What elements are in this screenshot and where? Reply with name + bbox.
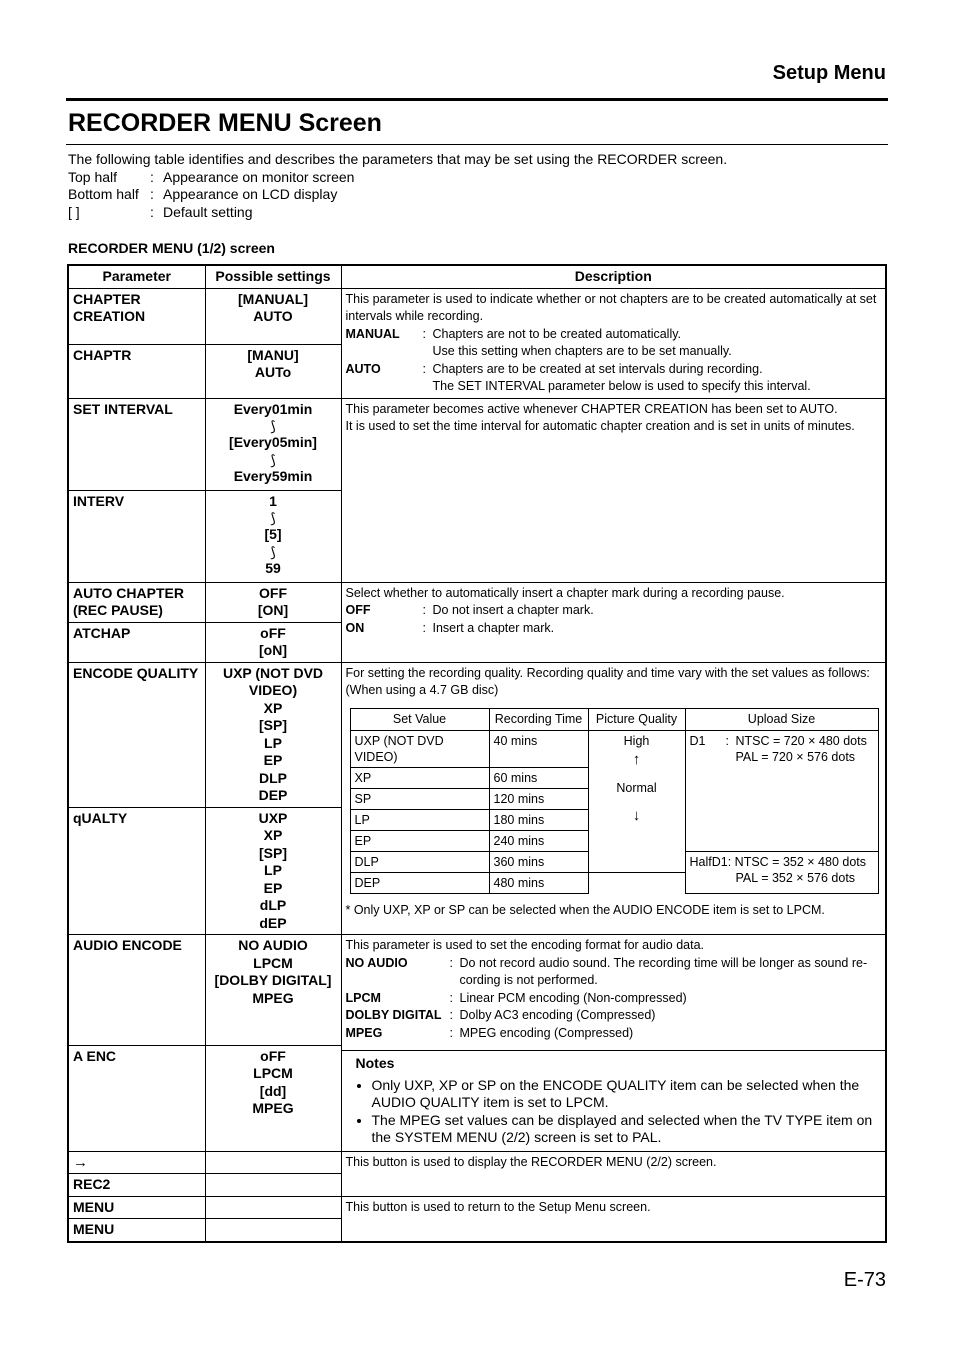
page-number: E-73 xyxy=(843,1269,886,1291)
upload-size-item: D1 : NTSC = 720 × 480 dots PAL = 720 × 576 dots xyxy=(690,733,874,765)
settings-cell xyxy=(205,490,341,582)
time-cell: 480 mins xyxy=(489,872,588,893)
definition: Do not record audio sound. The recording time will be longer as sound re-cording is not performed. xyxy=(459,955,868,987)
description-cell xyxy=(341,582,886,662)
description-cell: This button is used to display the RECORDER MENU (2/2) screen. xyxy=(341,1151,886,1196)
param-cell: MENU xyxy=(68,1219,205,1242)
quality-table xyxy=(350,708,879,894)
settings-cell xyxy=(205,582,341,622)
param-cell: AUDIO ENCODE xyxy=(68,935,205,1046)
term: NO AUDIO xyxy=(345,955,408,970)
set-value-cell: UXP (NOT DVD VIDEO) xyxy=(350,730,489,767)
param-cell: CHAPTER CREATION xyxy=(68,288,205,344)
quality-header-row xyxy=(350,708,878,730)
legend-key: [ ] xyxy=(68,203,80,220)
time-cell: 180 mins xyxy=(489,809,588,830)
definition-line: Chapters are not to be created automatically. xyxy=(432,326,682,341)
table-header-row xyxy=(68,265,886,288)
column-header: Upload Size xyxy=(685,708,878,730)
column-header: Parameter xyxy=(68,265,205,288)
description-cell xyxy=(341,935,886,1152)
setting-value: OFF xyxy=(259,584,287,601)
upload-label: HalfD1: xyxy=(689,854,732,869)
param-cell: SET INTERVAL xyxy=(68,398,205,490)
setting-value: [oN] xyxy=(259,642,287,658)
param-cell: INTERV xyxy=(68,490,205,582)
setting-value: oFF xyxy=(260,624,286,641)
term: ON xyxy=(345,620,365,635)
upload-line: NTSC = 720 × 480 dots xyxy=(735,733,867,748)
setting-value: [5] xyxy=(264,526,282,542)
setting-value: [Every05min] xyxy=(229,434,317,450)
range-symbol: ⟆ xyxy=(270,451,276,468)
setting-value: dLP xyxy=(259,897,287,913)
legend-key: Top half xyxy=(68,168,118,185)
set-value-cell: DLP xyxy=(350,851,489,872)
description-text: This parameter is used to indicate whether or not chapters are to be created automatically at set intervals while recording. xyxy=(345,291,877,323)
setting-value: DLP xyxy=(259,769,287,786)
param-cell: REC2 xyxy=(68,1174,205,1197)
settings-cell xyxy=(205,1219,341,1242)
legend-sep: : xyxy=(150,186,154,202)
definition-item: ON : Insert a chapter mark. xyxy=(346,620,882,638)
setting-value: UXP (NOT DVD VIDEO) xyxy=(222,664,324,698)
settings-cell xyxy=(205,1174,341,1197)
setting-value: [DOLBY DIGITAL] xyxy=(214,972,332,988)
arrow-down-icon: ↓ xyxy=(632,806,641,824)
param-cell: ENCODE QUALITY xyxy=(68,662,205,807)
table-row xyxy=(68,1196,886,1219)
table-row xyxy=(68,288,886,344)
setting-value: [SP] xyxy=(259,717,287,733)
setting-value: [MANUAL] xyxy=(238,290,308,307)
setting-value: Every59min xyxy=(233,467,313,484)
legend-row xyxy=(68,204,727,222)
time-cell: 40 mins xyxy=(489,730,588,767)
setting-value: EP xyxy=(263,879,283,896)
description-cell xyxy=(341,288,886,398)
recorder-menu-table xyxy=(67,264,887,1243)
setting-value: LPCM xyxy=(253,1065,293,1082)
table-row xyxy=(68,398,886,490)
setting-value: AUTo xyxy=(254,364,292,381)
column-header: Set Value xyxy=(350,708,489,730)
legend-key: Bottom half xyxy=(68,186,139,202)
quality-label: Normal xyxy=(616,780,657,795)
term: LPCM xyxy=(345,990,381,1005)
quality-label: High xyxy=(623,733,650,748)
set-value-cell: LP xyxy=(350,809,489,830)
settings-cell xyxy=(205,398,341,490)
upload-label: D1 xyxy=(689,733,706,748)
term: MPEG xyxy=(345,1025,383,1040)
set-value-cell: SP xyxy=(350,788,489,809)
description-text: It is used to set the time interval for automatic chapter creation and is set in units of minutes. xyxy=(345,419,855,433)
upload-line: PAL = 352 × 576 dots xyxy=(735,870,856,885)
setting-value: 1 xyxy=(269,492,277,509)
time-cell: 360 mins xyxy=(489,851,588,872)
arrow-right-icon: → xyxy=(73,1153,88,1171)
set-value-cell: DEP xyxy=(350,872,489,893)
setting-value: LP xyxy=(264,734,282,751)
definition: Do not insert a chapter mark. xyxy=(432,603,594,617)
definition: Dolby AC3 encoding (Compressed) xyxy=(459,1008,656,1022)
legend-value: Appearance on LCD display xyxy=(163,186,338,202)
table-row xyxy=(68,662,886,807)
setting-value: MPEG xyxy=(252,1100,294,1117)
term: MANUAL xyxy=(345,326,400,341)
settings-cell xyxy=(205,1045,341,1151)
param-cell: ATCHAP xyxy=(68,622,205,662)
settings-cell xyxy=(205,288,341,344)
upload-size-item xyxy=(690,854,874,886)
setting-value: MPEG xyxy=(252,989,294,1006)
footnote: * Only UXP, XP or SP can be selected when the AUDIO ENCODE item is set to LPCM. xyxy=(345,902,825,917)
header-rule xyxy=(66,98,888,101)
settings-cell xyxy=(205,1196,341,1219)
column-header: Recording Time xyxy=(489,708,588,730)
description-text: Select whether to automatically insert a chapter mark during a recording pause. xyxy=(345,585,785,600)
settings-cell xyxy=(205,622,341,662)
setting-value: DEP xyxy=(258,787,288,803)
intro-block xyxy=(68,151,727,221)
setting-value: UXP xyxy=(258,809,288,826)
range-symbol: ⟆ xyxy=(270,510,276,526)
setting-value: [ON] xyxy=(257,602,289,618)
picture-quality-cell xyxy=(588,730,685,872)
table-row xyxy=(68,1151,886,1174)
column-header: Possible settings xyxy=(205,265,341,288)
setting-value: [dd] xyxy=(259,1082,287,1099)
arrow-up-icon: ↑ xyxy=(632,750,641,768)
setting-value: [SP] xyxy=(259,844,287,861)
set-value-cell: XP xyxy=(350,767,489,788)
page-title: RECORDER MENU Screen xyxy=(68,109,382,137)
param-cell: qUALTY xyxy=(68,807,205,935)
time-cell: 60 mins xyxy=(489,767,588,788)
description-text: This parameter becomes active whenever CHAPTER CREATION has been set to AUTO. xyxy=(345,401,838,416)
settings-cell xyxy=(205,935,341,1046)
note-item: • Only UXP, XP or SP on the ENCODE QUALITY item can be selected when the AUDIO QUALITY item is set to LPCM. xyxy=(372,1077,882,1112)
settings-cell xyxy=(205,344,341,398)
term: AUTO xyxy=(345,361,381,376)
description-cell xyxy=(341,398,886,582)
title-rule xyxy=(66,144,888,145)
definition xyxy=(433,326,882,361)
description-text: For setting the recording quality. Recording quality and time vary with the set values as follows: (When using a 4.7 GB disc) xyxy=(345,665,870,697)
range-symbol: ⟆ xyxy=(270,418,276,434)
setting-value: LPCM xyxy=(253,954,293,971)
setting-value: oFF xyxy=(260,1047,286,1064)
settings-cell xyxy=(205,807,341,935)
legend-sep: : xyxy=(150,203,154,220)
param-cell: CHAPTR xyxy=(68,344,205,398)
table-heading: RECORDER MENU (1/2) screen xyxy=(68,240,275,256)
definition-item: DOLBY DIGITAL : Dolby AC3 encoding (Compressed) xyxy=(346,1007,882,1025)
settings-cell xyxy=(205,1151,341,1174)
setting-value: Every01min xyxy=(233,400,313,417)
settings-cell xyxy=(205,662,341,807)
time-cell: 240 mins xyxy=(489,830,588,851)
param-cell xyxy=(68,1151,205,1174)
upload-size-cell xyxy=(685,730,878,851)
table-row xyxy=(68,582,886,622)
setting-value: LP xyxy=(264,862,282,878)
setting-value: XP xyxy=(263,699,283,716)
legend-row xyxy=(68,186,727,204)
column-header: Picture Quality xyxy=(588,708,685,730)
intro-text: The following table identifies and describes the parameters that may be set using the RECORDER screen. xyxy=(68,151,728,167)
upload-dims xyxy=(736,733,874,765)
notes-list xyxy=(356,1077,882,1147)
definition: Linear PCM encoding (Non-compressed) xyxy=(459,990,687,1005)
legend-value: Appearance on monitor screen xyxy=(163,168,355,185)
definition-line: Chapters are to be created at set intervals during recording. xyxy=(432,361,763,376)
definition-item: NO AUDIO : Do not record audio sound. The recording time will be longer as sound re-cording is not performed. xyxy=(346,955,882,990)
set-value-cell: EP xyxy=(350,830,489,851)
quality-row xyxy=(350,730,878,767)
param-cell: AUTO CHAPTER (REC PAUSE) xyxy=(68,582,205,622)
param-cell: MENU xyxy=(68,1196,205,1219)
definition-line: The SET INTERVAL parameter below is used to specify this interval. xyxy=(432,379,811,393)
upload-line: PAL = 720 × 576 dots xyxy=(735,749,856,764)
param-cell: A ENC xyxy=(68,1045,205,1151)
definition-line: Use this setting when chapters are to be set manually. xyxy=(432,344,732,358)
term: DOLBY DIGITAL xyxy=(345,1008,442,1022)
legend-value: Default setting xyxy=(163,203,253,220)
upload-size-cell xyxy=(685,851,878,893)
definition xyxy=(433,361,882,396)
table-row xyxy=(68,935,886,1046)
setting-value: XP xyxy=(263,827,283,843)
definition: Insert a chapter mark. xyxy=(432,620,555,635)
notes-box xyxy=(342,1050,886,1151)
notes-title: Notes xyxy=(355,1055,395,1071)
legend-sep: : xyxy=(150,168,154,185)
definition-item: MANUAL : Chapters are not to be created automatically. Use this setting when chapters are to be set manually. xyxy=(346,326,882,361)
setting-value: [MANU] xyxy=(247,346,299,363)
upload-line: NTSC = 352 × 480 dots xyxy=(734,854,867,869)
definition: MPEG encoding (Compressed) xyxy=(459,1025,634,1040)
definition-item: MPEG : MPEG encoding (Compressed) xyxy=(346,1025,882,1043)
column-header: Description xyxy=(341,265,886,288)
description-text: This parameter is used to set the encoding format for audio data. xyxy=(345,938,705,952)
time-cell: 120 mins xyxy=(489,788,588,809)
setting-value: 59 xyxy=(265,559,281,576)
setting-value: dEP xyxy=(259,914,287,931)
section-title: Setup Menu xyxy=(772,62,886,84)
note-item: • The MPEG set values can be displayed and selected when the TV TYPE item on the SYSTEM MENU (2/2) screen is set to PAL. xyxy=(372,1112,882,1147)
setting-value: EP xyxy=(263,752,283,768)
description-cell: This button is used to return to the Setup Menu screen. xyxy=(341,1196,886,1242)
range-symbol: ⟆ xyxy=(270,543,276,560)
setting-value: AUTO xyxy=(253,308,293,324)
definition-item: AUTO : Chapters are to be created at set intervals during recording. The SET INTERVAL parameter below is used to specify this interval. xyxy=(346,361,882,396)
term: OFF xyxy=(345,603,371,617)
legend-row xyxy=(68,169,727,187)
definition-item: OFF : Do not insert a chapter mark. xyxy=(346,602,882,620)
definition-item: LPCM : Linear PCM encoding (Non-compressed) xyxy=(346,990,882,1008)
setting-value: NO AUDIO xyxy=(238,937,308,953)
description-cell xyxy=(341,662,886,935)
